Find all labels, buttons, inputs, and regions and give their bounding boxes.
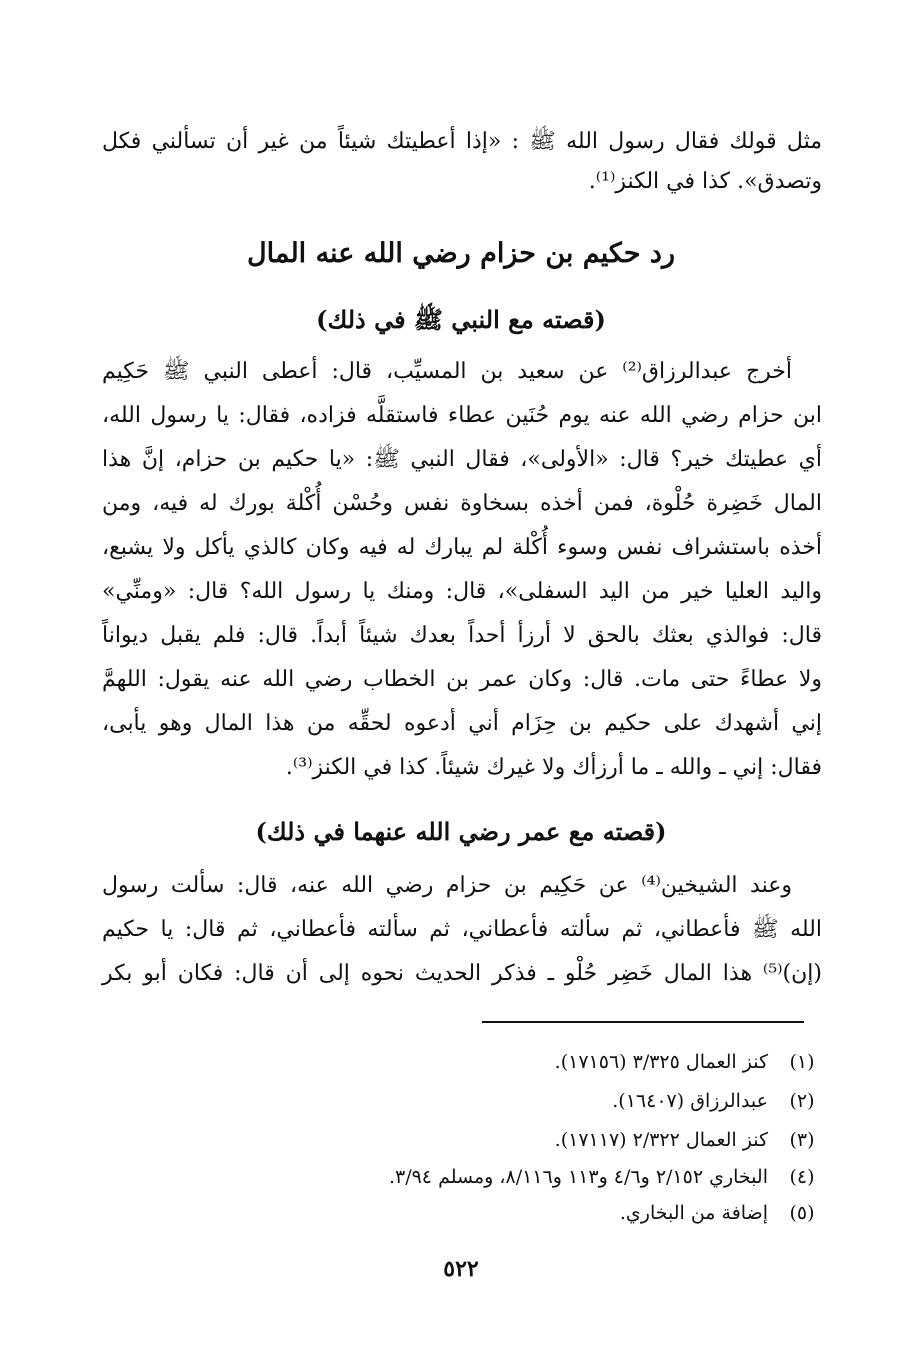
footnote-text: كنز العمال ٣/٣٢٥ (١٧١٥٦). bbox=[554, 1051, 768, 1073]
paragraph-line: ولا عطاءً حتى مات. قال: وكان عمر بن الخطاب رضي الله عنه يقول: اللهمَّ bbox=[102, 667, 822, 692]
footnote bbox=[102, 1160, 822, 1194]
paragraph-line: الله ﷺ فأعطاني، ثم سألته فأعطاني، ثم سألته فأعطاني، ثم قال: يا حكيم bbox=[102, 917, 822, 942]
paragraph-line: وتصدق». كذا في الكنز⁽¹⁾. bbox=[588, 169, 822, 194]
footnote bbox=[102, 1123, 822, 1157]
footnote bbox=[102, 1084, 822, 1118]
paragraph-line: المال خَضِرة حُلْوة، فمن أخذه بسخاوة نفس وحُسْن أُكْلة بورك له فيه، ومن bbox=[102, 491, 822, 516]
paragraph-line: أخرج عبدالرزاق⁽²⁾ عن سعيد بن المسيِّب، قال: أعطى النبي ﷺ حَكِيم bbox=[102, 359, 792, 384]
paragraph-line: أخذه باستشراف نفس وسوء أُكْلة لم يبارك له فيه وكان كالذي يأكل ولا يشبع، bbox=[102, 535, 822, 560]
footnote-text: البخاري ٢/١٥٢ و٤/٦ و١١٣ و٨/١١٦، ومسلم ٣/٩٤. bbox=[388, 1166, 768, 1188]
footnote-number: (٤) bbox=[789, 1166, 815, 1188]
section-title: رد حكيم بن حزام رضي الله عنه المال bbox=[247, 238, 675, 269]
paragraph-line: مثل قولك فقال رسول الله ﷺ : «إذا أعطيتك شيئاً من غير أن تسألني فكل bbox=[102, 129, 822, 154]
paragraph-line: (إن)⁽⁵⁾ هذا المال خَضِر حُلْو ـ فذكر الحديث نحوه إلى أن قال: فكان أبو بكر bbox=[102, 961, 822, 986]
footnote-number: (٥) bbox=[789, 1202, 815, 1224]
footnote-number: (١) bbox=[789, 1051, 815, 1073]
footnote-text: إضافة من البخاري. bbox=[619, 1202, 768, 1224]
paragraph-line: قال: فوالذي بعثك بالحق لا أرزأ أحداً بعدك شيئاً أبداً. قال: فلم يقبل ديواناً bbox=[102, 623, 822, 648]
footnote-text: كنز العمال ٢/٣٢٢ (١٧١١٧). bbox=[554, 1129, 768, 1151]
footnote bbox=[102, 1045, 822, 1079]
page-number: ٥٢٢ bbox=[443, 1256, 479, 1282]
footnote-number: (٢) bbox=[789, 1090, 815, 1112]
subsection-title: (قصته مع النبي ﷺ في ذلك) bbox=[316, 305, 606, 334]
subsection-title: (قصته مع عمر رضي الله عنهما في ذلك) bbox=[255, 817, 667, 846]
paragraph-line: وعند الشيخين⁽⁴⁾ عن حَكِيم بن حزام رضي الله عنه، قال: سألت رسول bbox=[102, 873, 792, 898]
footnote-separator bbox=[482, 1021, 804, 1023]
paragraph-line: فقال: إني ـ والله ـ ما أرزأك ولا غيرك شيئاً. كذا في الكنز⁽³⁾. bbox=[285, 755, 822, 780]
paragraph-line: واليد العليا خير من اليد السفلى»، قال: ومنك يا رسول الله؟ قال: «ومنِّي» bbox=[102, 579, 822, 604]
paragraph-line: ابن حزام رضي الله عنه يوم حُنَين عطاء فاستقلَّه فزاده، فقال: يا رسول الله، bbox=[102, 403, 822, 428]
footnote-number: (٣) bbox=[789, 1129, 815, 1151]
paragraph-line: أي عطيتك خير؟ قال: «الأولى»، فقال النبي ﷺ: «يا حكيم بن حزام، إنَّ هذا bbox=[102, 447, 822, 472]
footnote-text: عبدالرزاق (١٦٤٠٧). bbox=[612, 1090, 768, 1112]
footnote bbox=[102, 1196, 822, 1230]
paragraph-line: إني أشهدك على حكيم بن حِزَام أني أدعوه لحقِّه من هذا المال وهو يأبى، bbox=[102, 711, 822, 736]
